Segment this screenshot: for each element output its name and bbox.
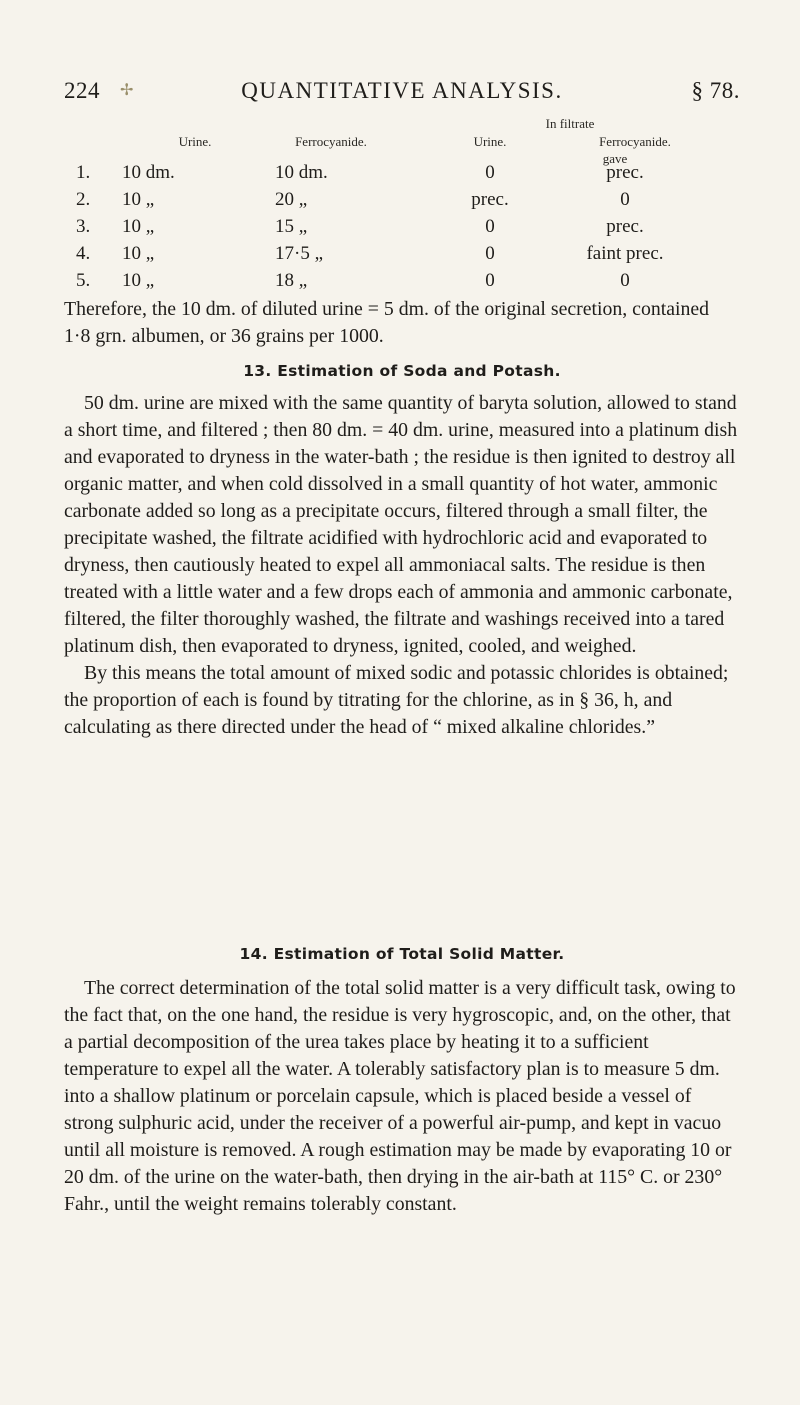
ornament-mark: ✢ <box>120 82 134 99</box>
urine-cell: 10 „ <box>122 216 155 237</box>
row-number: 1. <box>76 162 91 183</box>
running-title: QUANTITATIVE ANALYSIS. <box>241 78 563 103</box>
urine-cell: 10 „ <box>122 270 155 291</box>
col-header-filtrate-ferrocyanide: Ferrocyanide. <box>599 134 671 149</box>
section-14-body <box>64 975 740 1218</box>
ferrocyanide-cell: 15 „ <box>275 216 308 237</box>
urine-cell: 10 dm. <box>122 162 175 183</box>
col-subheader-gave: gave <box>602 151 628 166</box>
ferrocyanide-cell: 10 dm. <box>275 162 328 183</box>
row-number: 4. <box>76 243 91 264</box>
urine-cell: 10 „ <box>122 243 155 264</box>
filtrate-ferrocyanide-cell: prec. <box>606 216 644 237</box>
conclusion-paragraph <box>64 296 740 350</box>
filtrate-urine-cell: prec. <box>471 189 509 210</box>
group-header: In filtrate <box>545 116 595 131</box>
row-number: 2. <box>76 189 91 210</box>
filtrate-ferrocyanide-cell: faint prec. <box>586 243 664 264</box>
col-header-ferrocyanide: Ferrocyanide. <box>295 134 367 149</box>
filtrate-ferrocyanide-cell: 0 <box>620 189 630 210</box>
ferrocyanide-cell: 20 „ <box>275 189 308 210</box>
filtrate-ferrocyanide-cell: prec. <box>606 162 644 183</box>
section-13-paragraph-2: By this means the total amount of mixed sodic and potassic chlorides is obtained; the proportion of each is found by titrating for the chlorine, as in § 36, h, and calculating as there directed under the head of “ mixed alkaline chlorides.” <box>64 662 729 738</box>
running-head <box>64 78 740 112</box>
section-13-heading: 13. Estimation of Soda and Potash. <box>243 362 561 380</box>
filtrate-urine-cell: 0 <box>485 270 495 291</box>
ferrocyanide-cell: 18 „ <box>275 270 308 291</box>
section-13-paragraph-1: 50 dm. urine are mixed with the same quantity of baryta solution, allowed to stand a short time, and filtered ; then 80 dm. = 40 dm. urine, measured into a platinum dish and evaporated to dryness in the water-bath ; the residue is then ignited to destroy all organic matter, and when cold dissolved in a small quantity of hot water, ammonic carbonate added so long as a precipitate occurs, filtered through a small filter, the precipitate washed, the filtrate acidified with hydrochloric acid and evaporated to dryness, then cautiously heated to expel all ammoniacal salts. The residue is then treated with a little water and a few drops each of ammonia and ammonic carbonate, filtered, the filter thoroughly washed, the filtrate and washings received into a tared platinum dish, then evaporated to dryness, ignited, cooled, and weighed. <box>64 392 738 657</box>
urine-cell: 10 „ <box>122 189 155 210</box>
conclusion-text: Therefore, the 10 dm. of diluted urine = 5 dm. of the original secretion, contained 1·8 grn. albumen, or 36 grains per 1000. <box>64 298 710 347</box>
section-number: § 78. <box>691 78 740 103</box>
col-header-urine: Urine. <box>178 134 212 149</box>
filtrate-urine-cell: 0 <box>485 243 495 264</box>
section-13-body <box>64 390 740 741</box>
section-14-paragraph-1: The correct determination of the total solid matter is a very difficult task, owing to the fact that, on the one hand, the residue is very hygroscopic, and, on the other, that a partial decomposition of the urea takes place by heating it to a sufficient temperature to expel all the water. A tolerably satisfactory plan is to measure 5 dm. into a shallow platinum or porcelain capsule, which is placed beside a vessel of strong sulphuric acid, under the receiver of a powerful air-pump, and kept in vacuo until all moisture is removed. A rough estimation may be made by evaporating 10 or 20 dm. of the urine on the water-bath, then drying in the air-bath at 115° C. or 230° Fahr., until the weight remains tolerably constant. <box>64 977 736 1215</box>
row-number: 5. <box>76 270 91 291</box>
section-14-heading: 14. Estimation of Total Solid Matter. <box>239 945 565 963</box>
col-header-filtrate-urine: Urine. <box>473 134 507 149</box>
filtrate-urine-cell: 0 <box>485 162 495 183</box>
ferrocyanide-cell: 17·5 „ <box>275 243 324 264</box>
filtrate-urine-cell: 0 <box>485 216 495 237</box>
page-number: 224 <box>64 78 100 103</box>
filtrate-ferrocyanide-cell: 0 <box>620 270 630 291</box>
row-number: 3. <box>76 216 91 237</box>
